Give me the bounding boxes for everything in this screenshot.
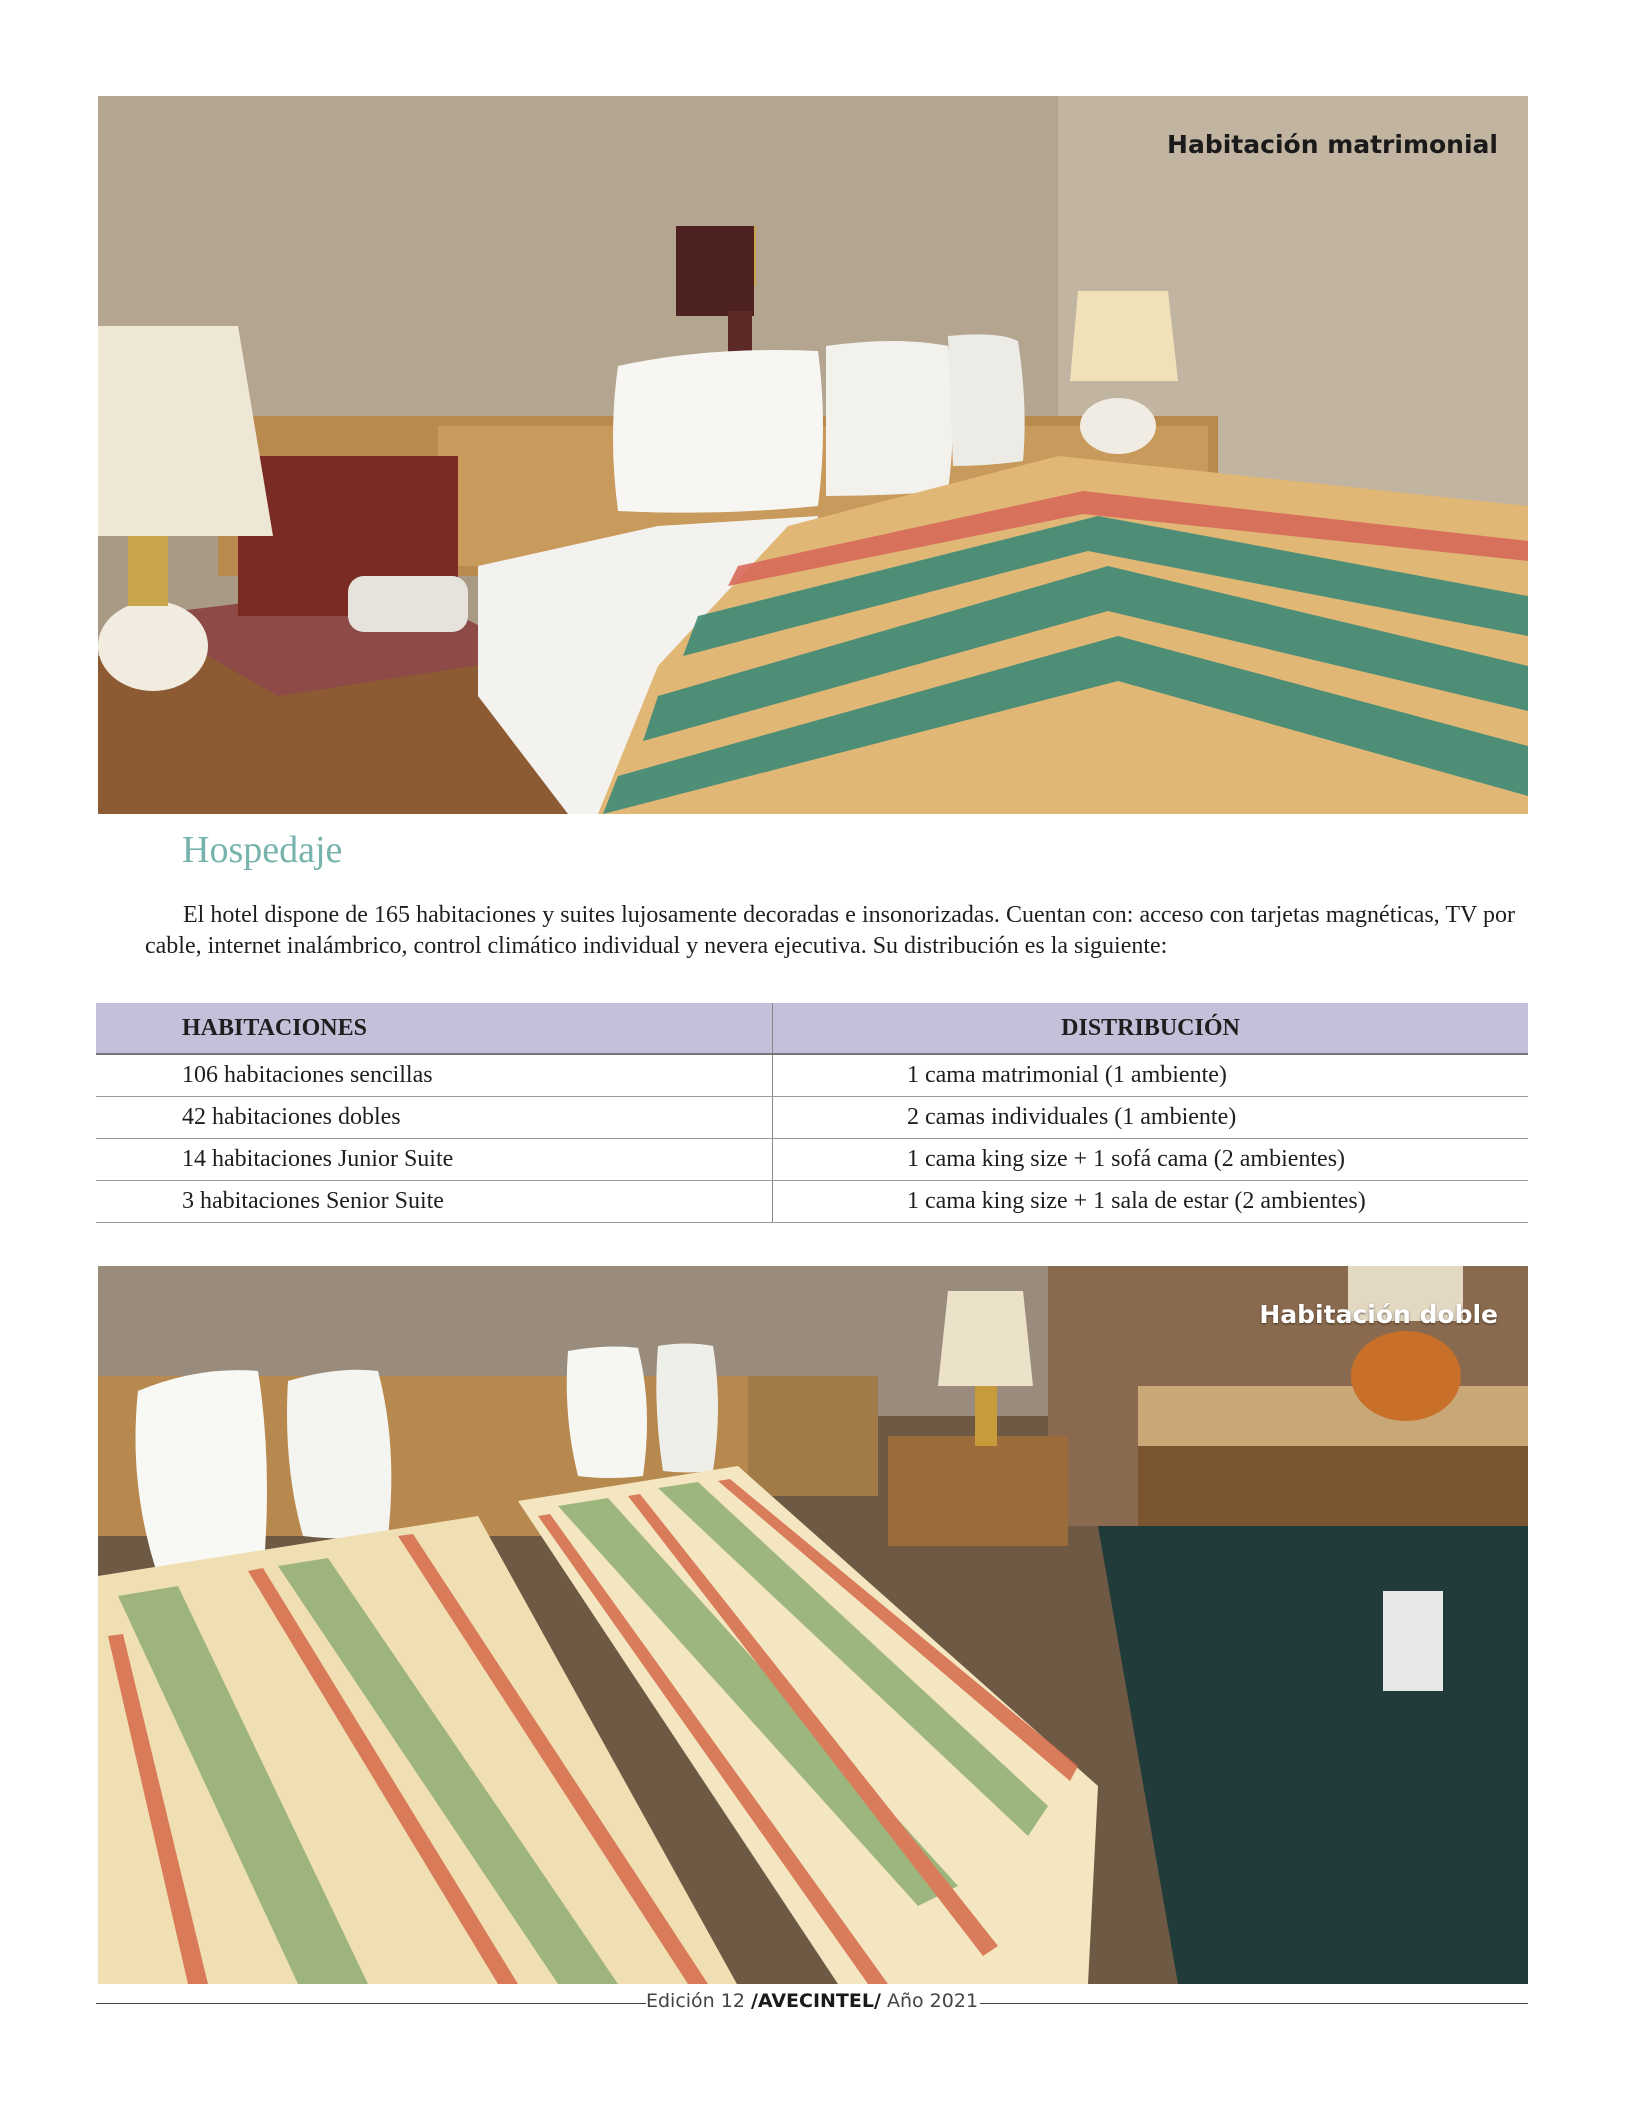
photo-caption: Habitación doble	[1259, 1300, 1498, 1329]
footer-year: Año 2021	[886, 1990, 979, 2012]
room-type-cell: 106 habitaciones sencillas	[96, 1054, 773, 1097]
footer-brand: /AVECINTEL/	[750, 1990, 881, 2012]
table-row	[96, 1097, 1528, 1139]
room-type-cell: 42 habitaciones dobles	[96, 1097, 773, 1139]
bedroom-matrimonial-illustration	[98, 96, 1528, 814]
room-type-cell: 14 habitaciones Junior Suite	[96, 1139, 773, 1181]
distribution-cell: 1 cama king size + 1 sala de estar (2 ambientes)	[773, 1181, 1529, 1223]
column-header-distribucion: DISTRIBUCIÓN	[773, 1003, 1529, 1054]
footer-edition: Edición 12	[645, 1990, 745, 2012]
room-type-cell: 3 habitaciones Senior Suite	[96, 1181, 773, 1223]
table-row	[96, 1181, 1528, 1223]
column-header-habitaciones: HABITACIONES	[96, 1003, 773, 1054]
footer-rule-right	[980, 2003, 1528, 2004]
table-row	[96, 1054, 1528, 1097]
table-header-row	[96, 1003, 1528, 1054]
photo-caption: Habitación matrimonial	[1167, 130, 1498, 159]
table-row	[96, 1139, 1528, 1181]
section-title: Hospedaje	[182, 829, 343, 871]
page-footer	[96, 1988, 1528, 2018]
bedroom-doble-illustration	[98, 1266, 1528, 1984]
intro-paragraph: El hotel dispone de 165 habitaciones y suites lujosamente decoradas e insonorizadas. Cuentan con: acceso con tarjetas magnéticas, TV por cable, internet inalámbrico, control climático individual y nevera ejecutiva. Su distribución es la siguiente:	[145, 902, 1515, 959]
footer-text	[96, 1990, 1528, 2012]
distribution-cell: 2 camas individuales (1 ambiente)	[773, 1097, 1529, 1139]
photo-doble	[98, 1266, 1528, 1984]
rooms-table	[96, 1003, 1528, 1223]
distribution-cell: 1 cama matrimonial (1 ambiente)	[773, 1054, 1529, 1097]
photo-matrimonial	[98, 96, 1528, 814]
distribution-cell: 1 cama king size + 1 sofá cama (2 ambientes)	[773, 1139, 1529, 1181]
